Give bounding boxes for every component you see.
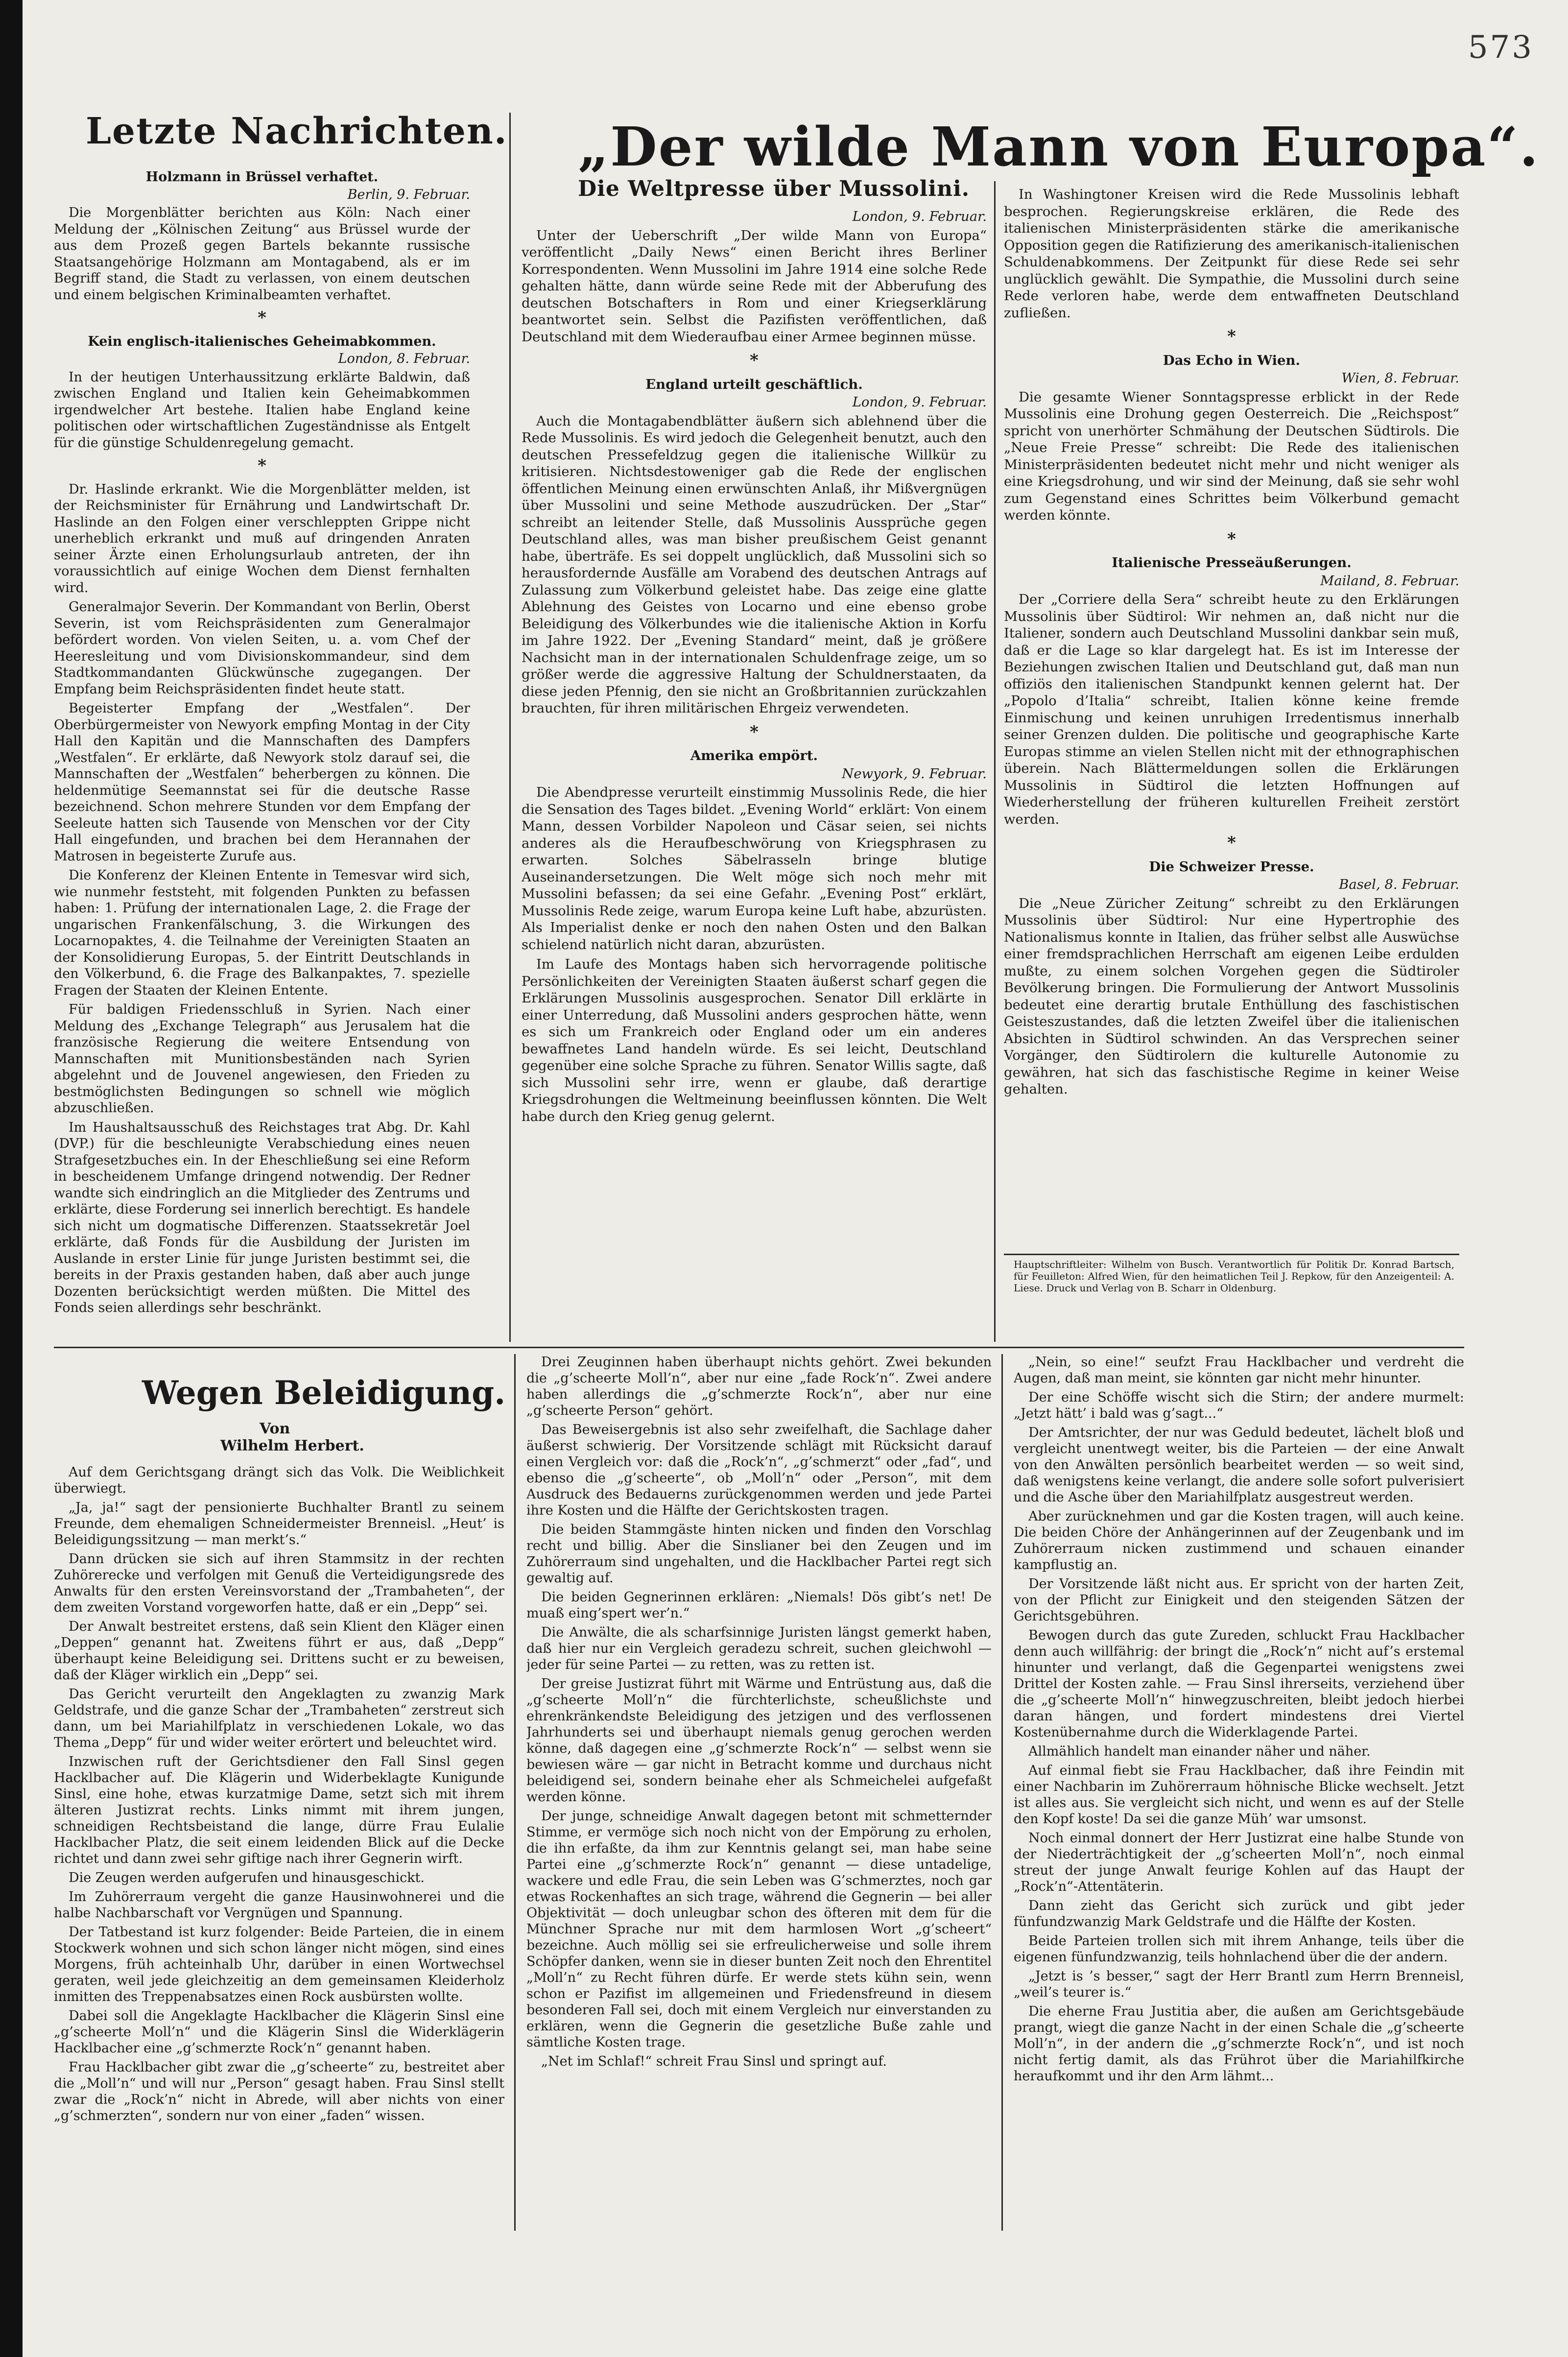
article-dateline: Newyork, 9. Februar. bbox=[842, 765, 987, 782]
article-paragraph: Unter der Ueberschrift „Der wilde Mann von Europa“ veröffentlicht „Daily News“ einen Bericht ihres Berliner Korrespondenten. Wenn Mussolini im Jahre 1914 eine solche Rede gehalten hätte, dann würde seine Rede mit der Abberufung des deutschen Botschafters in Rom und einer Kriegserklärung beantwortet sein. Selbst die Pazifisten veröffentlichen, daß Deutschland mit dem Wiederaufbau einer Armee beginnen müsse. bbox=[522, 227, 987, 345]
main-article-column-2 bbox=[1004, 186, 1459, 1249]
story-paragraph: Der eine Schöffe wischt sich die Stirn; der andere murmelt: „Jetzt hätt’ i bald was g’sagt...“ bbox=[1014, 1390, 1464, 1421]
feuilleton-column-3 bbox=[1014, 1354, 1464, 2231]
story-paragraph: „Net im Schlaf!“ schreit Frau Sinsl und springt auf. bbox=[541, 2054, 887, 2069]
separator-star: * bbox=[258, 456, 266, 476]
byline-von: Von bbox=[260, 1420, 290, 1437]
separator-star: * bbox=[750, 351, 759, 370]
story-paragraph: Der Tatbestand ist kurz folgender: Beide Parteien, die in einem Stockwerk wohnen und sich schon länger nicht mögen, sind eines Morgens, früh achteinhalb Uhr, darüber in einen Wortwechsel geraten, weil jede gleichzeitig an dem gemeinsamen Kleiderholz inmitten des Treppenabsatzes einen Rock ausbürsten wollte. bbox=[54, 1925, 504, 2004]
article-paragraph: Im Laufe des Montags haben sich hervorragende politische Persönlichkeiten der Vereinigten Staaten äußerst scharf gegen die Erklärungen Mussolinis ausgesprochen. Senator Dill erklärte in einer Unterredung, daß Mussolini anders gesprochen hätte, wenn es sich um Frankreich oder England oder um ein anderes bewaffnetes Land handeln würde. Es sei leicht, Deutschland gegenüber eine solche Sprache zu führen. Senator Willis sagte, daß sich Mussolini sehr irre, wenn er glaube, daß derartige Kriegsdrohungen die Weltmeinung beeinflussen könnten. Die Welt habe durch den Krieg genug gelernt. bbox=[522, 956, 987, 1124]
story-paragraph: Dann zieht das Gericht sich zurück und gibt jeder fünfundzwanzig Mark Geldstrafe und die Hälfte der Kosten. bbox=[1014, 1898, 1464, 1929]
story-paragraph: Die beiden Stammgäste hinten nicken und finden den Vorschlag recht und billig. Aber die Sinslianer bei den Zeugen und im Zuhörerraum sind ungehalten, und die Hacklbacher Partei regt sich gewaltig auf. bbox=[526, 1522, 992, 1586]
separator-star: * bbox=[750, 722, 759, 742]
news-item-headline: Holzmann in Brüssel verhaftet. bbox=[145, 169, 379, 185]
article-dateline: London, 9. Februar. bbox=[852, 209, 987, 224]
story-paragraph: „Ja, ja!“ sagt der pensionierte Buchhalter Brantl zu seinem Freunde, dem ehemaligen Schneidermeister Brenneisl. „Heut’ is Beleidigungssitzung — man merkt’s.“ bbox=[54, 1500, 504, 1548]
article-dateline: Mailand, 8. Februar. bbox=[1320, 572, 1459, 589]
article-paragraph: In Washingtoner Kreisen wird die Rede Mussolinis lebhaft besprochen. Regierungskreise erklären, die Rede des italienischen Ministerpräsidenten stärke die amerikanische Opposition gegen die Ratifizierung des amerikanisch-italienischen Schuldenabkommens. Der Zeitpunkt für diese Rede sei sehr unglücklich gewählt. Die Sympathie, die Mussolini durch seine Rede verloren habe, werde dem entwaffneten Deutschland zufließen. bbox=[1004, 187, 1459, 321]
separator-star: * bbox=[1227, 529, 1236, 549]
article-paragraph: Der „Corriere della Sera“ schreibt heute zu den Erklärungen Mussolinis über Südtirol: Wir nehmen an, daß nicht nur die Italiener, sondern auch Deutschland Mussolini dankbar sein muß, daß er die Lage so klar dargelegt hat. Es ist im Interesse der Beziehungen zwischen Italien und Deutschland gut, daß man nun offiziös den italienischen Standpunkt kennen gelernt hat. Der „Popolo d’Italia“ schreibt, Italien könne keine fremde Einmischung und keinen unruhigen Irredentismus innerhalb seiner Grenzen dulden. Die politische und geographische Karte Europas stimme an vielen Stellen nicht mit der ethnographischen überein. Nach Blättermeldungen sollen die Erklärungen Mussolinis in Südtirol die letzten Hoffnungen auf Wiederherstellung der früheren kulturellen Freiheit zerstört werden. bbox=[1004, 592, 1459, 827]
news-item-text: Die Morgenblätter berichten aus Köln: Nach einer Meldung der „Kölnischen Zeitung“ aus Brüssel wurde der aus dem Prozeß gegen Bartels bekannte russische Staatsangehörige Holzmann am Montagabend, als er im Begriff stand, die Stadt zu verlassen, von einem deutschen und einem belgischen Kriminalbeamten verhaftet. bbox=[54, 205, 470, 303]
imprint-rule bbox=[1004, 1254, 1459, 1255]
news-item-text: Die Konferenz der Kleinen Entente in Temesvar wird sich, wie nunmehr feststeht, mit folgenden Punkten zu befassen haben: 1. Prüfung der internationalen Lage, 2. die Frage der ungarischen Frankenfälschung, 3. die Wirkungen des Locarnopaktes, 4. die Teilnahme der Vereinigten Staaten an der Konsolidierung Europas, 5. der Eintritt Deutschlands in den Völkerbund, 6. die Frage des Balkanpaktes, 7. spezielle Fragen der Staaten der Kleinen Entente. bbox=[54, 868, 470, 998]
feuilleton-title: Wegen Beleidigung. bbox=[142, 1374, 506, 1412]
news-item-text: Für baldigen Friedensschluß in Syrien. Nach einer Meldung des „Exchange Telegraph“ aus Jerusalem hat die französische Regierung die weitere Entsendung von Mannschaften mit Munitionsbeständen nach Syrien abgelehnt und de Jouvenel angewiesen, den Frieden zu bestmöglichsten Bedingungen so schnell wie möglich abzuschließen. bbox=[54, 1002, 470, 1116]
article-subheading: Die Schweizer Presse. bbox=[1149, 858, 1314, 875]
column-divider bbox=[509, 113, 511, 1342]
feuilleton-column-2 bbox=[526, 1354, 992, 2231]
news-item-text: Dr. Haslinde erkrankt. Wie die Morgenblätter melden, ist der Reichsminister für Ernährung und Landwirtschaft Dr. Haslinde an den Folgen einer verschleppten Grippe nicht unerheblich erkrankt und muß auf dringenden Anraten seiner Ärzte einen Erholungsurlaub antreten, der ihn voraussichtlich auf einige Wochen dem Dienst fernhalten wird. bbox=[54, 481, 470, 595]
main-headline: „Der wilde Mann von Europa“. bbox=[578, 115, 1540, 178]
story-paragraph: Die Anwälte, die als scharfsinnige Juristen längst gemerkt haben, daß hier nur ein Vergleich geradezu schreit, suchen gleichwohl — jeder für seine Partei — zu retten, was zu retten ist. bbox=[526, 1625, 992, 1672]
story-paragraph: „Nein, so eine!“ seufzt Frau Hacklbacher und verdreht die Augen, daß man meint, sie könnten gar nicht mehr hinunter. bbox=[1014, 1355, 1464, 1386]
article-subheading: Amerika empört. bbox=[690, 748, 818, 763]
article-subheading: Italienische Presseäußerungen. bbox=[1112, 555, 1352, 571]
story-paragraph: Dabei soll die Angeklagte Hacklbacher die Klägerin Sinsl eine „g’scheerte Moll’n“ und die Klägerin Sinsl die Widerklägerin Hacklbacher eine „g’schmerzte Rock’n“ genannt haben. bbox=[54, 2008, 504, 2056]
news-item-text: Im Haushaltsausschuß des Reichstages trat Abg. Dr. Kahl (DVP.) für die beschleunigte Verabschiedung eines neuen Strafgesetzbuches ein. In der Eheschließung sei eine Reform in bescheidenem Umfange dringend notwendig. Der Redner wandte sich eindringlich an die Mitglieder des Zentrums und erklärte, diese Forderung sei innerlich berechtigt. Es handele sich nicht um dogmatische Differenzen. Staatssekretär Joel erklärte, daß Fonds für die Ausbildung der Juristen im Auslande in erster Linie für junge Juristen bestimmt sei, die bereits in der Praxis gestanden haben, daß aber auch junge Dozenten berücksichtigt werden müßten. Die Mittel des Fonds seien allerdings sehr beschränkt. bbox=[54, 1119, 470, 1315]
story-paragraph: Frau Hacklbacher gibt zwar die „g’scheerte“ zu, bestreitet aber die „Moll’n“ und will nur „Person“ gesagt haben. Frau Sinsl stellt zwar die „Rock’n“ nicht in Abrede, will aber nichts von einer „g’schmerzten“, sondern nur von einer „faden“ wissen. bbox=[54, 2060, 504, 2123]
story-paragraph: Dann drücken sie sich auf ihren Stammsitz in der rechten Zuhörerecke und verfolgen mit Genuß die Verteidigungsrede des Anwalts für den ersten Vereinsvorstand der „Trambaheten“, der dem zweiten Vorstand vorgeworfen hatte, daß er ein „Depp“ sei. bbox=[54, 1551, 504, 1615]
scan-border bbox=[0, 0, 23, 2357]
section-divider bbox=[54, 1347, 1464, 1348]
story-paragraph: Die Zeugen werden aufgerufen und hinausgeschickt. bbox=[69, 1870, 425, 1885]
story-paragraph: Der junge, schneidige Anwalt dagegen betont mit schmetternder Stimme, er vermöge sich noch nicht von der Empörung zu erholen, die ihn erfaßte, da ihm zur Kenntnis gelangt sei, man habe seine Partei eine „g’schmerzte Rock’n“ genannt — diese untadelige, wackere und edle Frau, die sein Leben was G’schmerztes, noch gar etwas Rockenhaftes an sich trage, während die Gegnerin — bei aller Objektivität — doch unleugbar schon des öfteren mit dem für die Münchner Sprache nur mit dem harmlosen Wort „g’scheert“ bezeichne. Auch möllig sei sie erfreulicherweise und solle ihrem Schöpfer danken, wenn sie in dieser bunten Zeit noch den Ehrentitel „Moll’n“ zu Recht führen dürfe. Er werde stets kühn sein, wenn schon er Pazifist im allgemeinen und Friedensfreund in diesem besonderen Fall sei, doch mit einem Vergleich nur einverstanden zu erklären, wenn die Gegnerin die gesetzliche Buße zahle und sämtliche Kosten trage. bbox=[526, 1809, 992, 2050]
story-paragraph: Das Beweisergebnis ist also sehr zweifelhaft, die Sachlage daher äußerst schwierig. Der Vorsitzende schlägt mit Rücksicht darauf einen Vergleich vor: daß die „Rock’n“, „g’schmerzt“ oder „fad“, und ebenso die „g’scheerte“, ob „Moll’n“ oder „Person“, mit dem Ausdruck des Bedauerns zurückgenommen werden und jede Partei ihre Kosten und die Hälfte der Gerichtskosten tragen. bbox=[526, 1422, 992, 1518]
story-paragraph: Bewogen durch das gute Zureden, schluckt Frau Hacklbacher denn auch willfährig: der bringt die „Rock’n“ nicht auf’s erstemal hinunter und verlangt, daß die Gegenpartei wenigstens zwei Drittel der Kosten zahle. — Frau Sinsl ihrerseits, verziehend über die „g’scheerte Moll’n“ hinwegzuschreiten, bleibt jedoch hierbei daran hängen, und fordert mindestens drei Viertel Kostenübernahme durch die Widerklagende Partei. bbox=[1014, 1628, 1464, 1740]
article-dateline: London, 9. Februar. bbox=[852, 394, 987, 410]
column-divider bbox=[994, 181, 996, 1342]
article-subheading: Das Echo in Wien. bbox=[1163, 352, 1301, 368]
main-article-column-1 bbox=[522, 208, 987, 1342]
feuilleton-column-1 bbox=[54, 1464, 504, 2221]
news-item-text: Begeisterter Empfang der „Westfalen“. Der Oberbürgermeister von Newyork empfing Montag in der City Hall den Kapitän und die Mannschaften des Dampfers „Westfalen“. Er erklärte, daß Newyork stolz darauf sei, die Mannschaften der „Westfalen“ beherbergen zu können. Die heldenmütige Seemannstat sei für die deutsche Rasse bezeichnend. Schon mehrere Stunden vor dem Empfang der Seeleute hatten sich Tausende von Menschen vor der City Hall eingefunden, und brachen bei dem Herannahen der Matrosen in begeisterte Zurufe aus. bbox=[54, 701, 470, 864]
story-paragraph: Allmählich handelt man einander näher und näher. bbox=[1028, 1744, 1371, 1759]
article-paragraph: Auch die Montagabendblätter äußern sich ablehnend über die Rede Mussolinis. Es wird jedoch die Gelegenheit benutzt, auch den deutschen Pressefeldzug gegen die italienische Willkür zu kritisieren. Nichtsdestoweniger gab die Rede der englischen öffentlichen Meinung einen erwünschten Anlaß, ihr Mißvergnügen über Mussolini und seine Methode auszudrücken. Der „Star“ schreibt an leitender Stelle, daß Mussolinis Aussprüche gegen Deutschland alles, was man bisher preußischem Geist genannt habe, überträfe. Es sei doppelt unglücklich, daß Mussolini sich so herausfordernde Ausfälle am Vorabend des deutschen Antrags auf Zulassung zum Völkerbund geleistet habe. Das zeige eine glatte Ablehnung des Geistes von Locarno und eine ebenso grobe Beleidigung des Völkerbundes wie die italienische Aktion in Korfu im Jahre 1922. Der „Evening Standard“ meint, daß je größere Nachsicht man in der internationalen Schuldenfrage zeige, um so größer werde die aggressive Haltung der Schuldnerstaaten, da diese jeden Pfennig, den sie nicht an Großbritannien zurückzahlen brauchten, für ihren militärischen Ehrgeiz verwendeten. bbox=[522, 413, 987, 716]
story-paragraph: Der Vorsitzende läßt nicht aus. Er spricht von der harten Zeit, von der Pflicht zur Einigkeit und den steigenden Sätzen der Gerichtsgebühren. bbox=[1014, 1576, 1464, 1624]
story-paragraph: Noch einmal donnert der Herr Justizrat eine halbe Stunde von der Niederträchtigkeit der „g’scheerten Moll’n“, noch einmal streut der junge Anwalt feurige Kohlen auf das Haupt der „Rock’n“-Attentäterin. bbox=[1014, 1831, 1464, 1894]
byline-author: Wilhelm Herbert. bbox=[220, 1437, 364, 1454]
story-paragraph: „Jetzt is ’s besser,“ sagt der Herr Brantl zum Herrn Brenneisl, „weil’s teurer is.“ bbox=[1014, 1969, 1464, 2000]
story-paragraph: Drei Zeuginnen haben überhaupt nichts gehört. Zwei bekunden die „g’scheerte Moll’n“, aber nur eine „fade Rock’n“. Zwei andere haben allerdings die „g’schmerzte Rock’n“, aber nur eine „g’scheerte Person“ gehört. bbox=[526, 1355, 992, 1418]
news-item-headline: Kein englisch-italienisches Geheimabkommen. bbox=[88, 333, 436, 349]
article-paragraph: Die „Neue Züricher Zeitung“ schreibt zu den Erklärungen Mussolinis über Südtirol: Nur eine Hypertrophie des Nationalismus konnte in Italien, das früher selbst alle Auswüchse einer fremdsprachlichen Herrschaft am eigenen Leibe erdulden mußte, zu einem solchen Vorgehen gegen die Südtiroler Bevölkerung bringen. Die Formulierung der Antwort Mussolinis bedeutet eine derartig brutale Enthüllung des faschistischen Geisteszustandes, daß die letzten Zweifel über die italienischen Absichten in Südtirol schwinden. An das Versprechen seiner Vorgänger, den Südtirolern die kulturelle Autonomie zu gewähren, hat sich das faschistische Regime in keiner Weise gehalten. bbox=[1004, 895, 1459, 1097]
story-paragraph: Die beiden Gegnerinnen erklären: „Niemals! Dös gibt’s net! De muaß eing’spert wer’n.“ bbox=[526, 1590, 992, 1621]
story-paragraph: Das Gericht verurteilt den Angeklagten zu zwanzig Mark Geldstrafe, und die ganze Schar der „Trambaheten“ zerstreut sich dann, um bei Mariahilfplatz in verschiedenen Lokale, wo das Thema „Depp“ für und wider weiter erörtert und beleuchtet wird. bbox=[54, 1687, 504, 1750]
news-item-dateline: Berlin, 9. Februar. bbox=[347, 187, 470, 202]
separator-star: * bbox=[1227, 327, 1236, 346]
article-dateline: Basel, 8. Februar. bbox=[1339, 877, 1459, 892]
page-number: 573 bbox=[1468, 29, 1534, 66]
column-divider bbox=[514, 1354, 516, 2231]
story-paragraph: Der Amtsrichter, der nur was Geduld bedeutet, lächelt bloß und vergleicht unentwegt weiter, bis die Parteien — der eine Anwalt von den Anwälten persönlich bearbeitet werden — so weit sind, daß wenigstens keine verlangt, die andere solle sofort pulverisiert und die Asche über den Mariahilfplatz ausgestreut werden. bbox=[1014, 1425, 1464, 1505]
news-item-text: Generalmajor Severin. Der Kommandant von Berlin, Oberst Severin, ist vom Reichspräsidenten zum Generalmajor befördert worden. Von vielen Seiten, u. a. vom Chef der Heeresleitung und vom Divisionskommandeur, sind dem Stadtkommandanten Glückwünsche zugegangen. Der Empfang beim Reichspräsidenten findet heute statt. bbox=[54, 599, 470, 697]
news-item-dateline: London, 8. Februar. bbox=[338, 351, 470, 366]
story-paragraph: Auf einmal fiebt sie Frau Hacklbacher, daß ihre Feindin mit einer Nachbarin im Zuhörerraum höhnische Blicke wechselt. Jetzt ist alles aus. Sie vergleicht sich nicht, und wenn es auf der Stelle den Kopf koste! Da sei die ganze Müh’ war umsonst. bbox=[1014, 1763, 1464, 1827]
story-paragraph: Inzwischen ruft der Gerichtsdiener den Fall Sinsl gegen Hacklbacher auf. Die Klägerin und Widerbeklagte Kunigunde Sinsl, eine hohe, etwas kurzatmige Dame, setzt sich mit ihrem älteren Justizrat rechts. Links nimmt mit ihrem jungen, schneidigen Rechtsbeistand die lange, dürre Frau Eulalie Hacklbacher Platz, die seit einem leidenden Blick auf die Decke richtet und dann zwei sehr giftige nach ihrer Gegnerin wirft. bbox=[54, 1754, 504, 1866]
separator-star: * bbox=[1227, 833, 1236, 853]
section-heading-latest-news: Letzte Nachrichten. bbox=[86, 110, 508, 152]
story-paragraph: Der Anwalt bestreitet erstens, daß sein Klient den Kläger einen „Deppen“ genannt hat. Zweitens führt er aus, daß „Depp“ überhaupt keine Beleidigung sei. Drittens sucht er zu beweisen, daß der Kläger wirklich ein „Depp“ sei. bbox=[54, 1619, 504, 1683]
separator-star: * bbox=[258, 308, 266, 328]
latest-news-column bbox=[54, 164, 470, 1344]
story-paragraph: Der greise Justizrat führt mit Wärme und Entrüstung aus, daß die „g’scheerte Moll’n“ die fürchterlichste, scheußlichste und ehrenkränkendste Beleidigung des jetzigen und des verflossenen Jahrhunderts sei und überhaupt niemals genug gerochen werden könne, daß dagegen eine „g’schmerzte Rock’n“ — selbst wenn sie bewiesen wäre — gar nicht in Betracht komme und durchaus nicht beleidigend sei, sondern beinahe eher als Schmeichelei aufgefaßt werden könne. bbox=[526, 1676, 992, 1805]
story-paragraph: Im Zuhörerraum vergeht die ganze Hausinwohnerei und die halbe Nachbarschaft vor Vergnügen und Spannung. bbox=[54, 1889, 504, 1921]
article-paragraph: Die Abendpresse verurteilt einstimmig Mussolinis Rede, die hier die Sensation des Tages bildet. „Evening World“ erklärt: Von einem Mann, dessen Vorbilder Napoleon und Cäsar seien, sei nichts anderes als die Heraufbeschwörung von Kriegsphrasen zu erwarten. Solches Säbelrasseln bringe blutige Auseinandersetzungen. Die Welt möge sich noch mehr mit Mussolini befassen; da sei eine Gefahr. „Evening Post“ erklärt, Mussolinis Rede zeige, warum Europa keine Luft habe, abzurüsten. Als Imperialist denke er noch den nahen Osten und den Balkan schielend natürlich nicht daran, abzurüsten. bbox=[522, 785, 987, 952]
imprint-note: Hauptschriftleiter: Wilhelm von Busch. Verantwortlich für Politik Dr. Konrad Bartsch, für Feuilleton: Alfred Wien, für den heimatlichen Teil J. Repkow, für den Anzeigenteil: A. Liese. Druck und Verlag von B. Scharr in Oldenburg. bbox=[1014, 1259, 1454, 1294]
story-paragraph: Die eherne Frau Justitia aber, die außen am Gerichtsgebäude prangt, wiegt die ganze Nacht in der einen Schale die „g’scheerte Moll’n“, in der andern die „g’schmerzte Rock’n“, und ist noch nicht fertig damit, als das Frührot über die Mariahilfkirche heraufkommt und ihr den Arm lähmt... bbox=[1014, 2004, 1464, 2084]
story-paragraph: Aber zurücknehmen und gar die Kosten tragen, will auch keine. Die beiden Chöre der Anhängerinnen auf der Zeugenbank und im Zuhörerraum nicken zustimmend und schauen einander kampflustig an. bbox=[1014, 1509, 1464, 1572]
article-dateline: Wien, 8. Februar. bbox=[1341, 370, 1459, 386]
story-paragraph: Beide Parteien trollen sich mit ihrem Anhange, teils über die eigenen fünfundzwanzig, teils hohnlachend über die der andern. bbox=[1014, 1933, 1464, 1965]
column-divider bbox=[1001, 1354, 1003, 2231]
news-item-text: In der heutigen Unterhaussitzung erklärte Baldwin, daß zwischen England und Italien kein Geheimabkommen irgendwelcher Art bestehe. Italien habe England keine politischen oder wirtschaftlichen Zugeständnisse als Entgelt für die günstige Schuldenregelung gemacht. bbox=[54, 369, 470, 451]
main-subheadline: Die Weltpresse über Mussolini. bbox=[578, 176, 970, 201]
article-paragraph: Die gesamte Wiener Sonntagspresse erblickt in der Rede Mussolinis eine Drohung gegen Oesterreich. Die „Reichspost“ spricht von unerhörter Schmähung der Deutschen Südtirols. Die „Neue Freie Presse“ schreibt: Die Rede des italienischen Ministerpräsidenten bedeutet nicht mehr und nicht weniger als eine Kriegsdrohung, und wir sind der Meinung, daß sie sehr wohl zum Gegenstand eines Schrittes beim Völkerbund gemacht werden könnte. bbox=[1004, 389, 1459, 523]
article-subheading: England urteilt geschäftlich. bbox=[645, 376, 863, 392]
story-paragraph: Auf dem Gerichtsgang drängt sich das Volk. Die Weiblichkeit überwiegt. bbox=[54, 1465, 504, 1496]
